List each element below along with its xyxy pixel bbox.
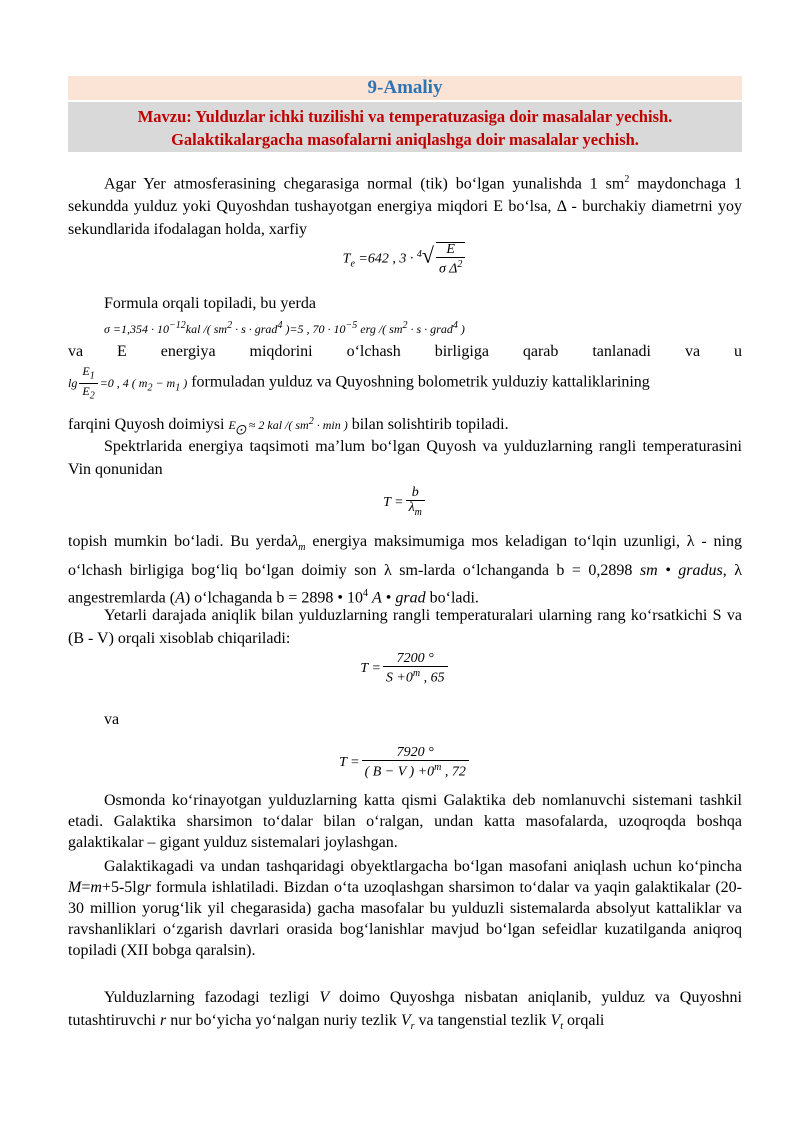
- formula-sigma: $\sigma =1,354 \cdot 10^{-12}kal$ /( $sm^2 \cdot s$ · grad$^4$ )=5 , $70 \cdot 10^{-5}$ erg /( $sm^2 \cdot s$ · grad$^4$ ): [104, 320, 465, 336]
- paragraph-galaxy: Osmonda ko‘rinayotgan yulduzlarning katta qismi Galaktika deb nomlanuvchi sistemani tashkil etadi. Galaktika sharsimon to‘dalar bilan o‘ralgan, undan katta masofalarda, uzoqroqda boshqa galaktikalar – gigant yulduz sistemalari joylashgan.: [68, 792, 742, 851]
- paragraph-magnitude-formula: lg $\frac{E_1}{E_2}$ =0 , 4 ( $m_2 - m_1$ ) formuladan yulduz va Quyoshning bolometrik yulduziy kattaliklarining: [68, 364, 650, 402]
- practice-title: 9-Amaliy: [68, 76, 742, 100]
- paragraph-distance: Galaktikagadi va undan tashqaridagi obyektlargacha bo‘lgan masofani aniqlash uchun ko‘pincha M=m+5-5lgr formula ishlatiladi. Bizdan o‘ta uzoqlashgan sharsimon to‘dalar va yaqin galaktikalar (20-30 million yorug‘lik yil chegarasida) gacha masofalar bu yulduzli sistemalarda absolyut kattaliklar va ravshanliklari o‘zgarish davrlari orasida bog‘lanishlar mavjud bo‘lgan sefeidlar kuzatilganda aniqroq topiladi (XII bobga qaralsin).: [68, 858, 742, 959]
- paragraph-wien-constant: topish mumkin bo‘ladi. Bu yerdaλ$_m$ energiya maksimumiga mos keladigan to‘lqin uzunligi, λ - ning o‘lchash birligiga bog‘liq bo‘lgan doimiy son λ sm-larda o‘lchanganda b = 0,2898 sm • gradus, λ angestremlarda (A) o‘lchaganda b = 2898 • $10^4$ A • grad bo‘ladi.: [68, 533, 742, 607]
- paragraph-solar-constant: farqini Quyosh doimiysi $E_⨀ \approx 2$ kal /( $sm^2 \cdot \min$ ) bilan solishtirib topiladi.: [68, 416, 509, 436]
- formula-temperature-bv: T = $\frac{7920 ^\circ}{( B - V ) +0^m , 72}$: [68, 746, 742, 780]
- formula-effective-temperature: $T_e =642$ , 3 · $^4$√ $\frac{E}{\sigma \Delta^2}$: [68, 242, 742, 277]
- formula-solar-constant: $E_⨀ \approx 2$ kal /( $sm^2 \cdot \min$ ): [228, 416, 348, 436]
- formula-magnitude-ratio: lg $\frac{E_1}{E_2}$ =0 , 4 ( $m_2 - m_1$ ): [68, 364, 188, 402]
- paragraph-energy-intro: Agar Yer atmosferasining chegarasiga normal (tik) bo‘lgan yunalishda 1 $sm^2$ maydonchaga 1 sekundda yulduz yoki Quyoshdan tushayotgan energiya miqdori E bo‘lsa, Δ - burchakiy diametrni yoy sekundlarida ifodalagan holda, xarfiy: [68, 174, 742, 239]
- paragraph-energy-units: va E energiya miqdorini o‘lchash birligiga qarab tanlanadi va u: [68, 343, 742, 360]
- paragraph-velocity: Yulduzlarning fazodagi tezligi V doimo Quyoshga nisbatan aniqlanib, yulduz va Quyoshni tutashtiruvchi r nur bo‘yicha yo‘nalgan nuriy tezlik $V_r$ va tangenstial tezlik $V_t$ orqali: [68, 989, 742, 1033]
- topic-line-2: Galaktikalargacha masofalarni aniqlashga doir masalalar yechish.: [171, 130, 639, 149]
- paragraph-wien-law: Spektrlarida energiya taqsimoti ma’lum bo‘lgan Quyosh va yulduzlarning rangli temperaturasini Vin qonunidan: [68, 438, 742, 478]
- formula-wien: T = $\frac{b}{\lambda_m}$: [68, 486, 742, 520]
- topic-line-1: Mavzu: Yulduzlar ichki tuzilishi va temperatuzasiga doir masalalar yechish.: [137, 107, 673, 126]
- paragraph-and: va: [104, 711, 120, 728]
- paragraph-color-index: Yetarli darajada aniqlik bilan yulduzlarning rangli temperaturalari ularning rang ko‘rsatkichi S va (B - V) orqali xisoblab chiqariladi:: [68, 607, 742, 647]
- topic-box: [68, 102, 742, 152]
- paragraph-formula-where: Formula orqali topiladi, bu yerda: [104, 295, 316, 312]
- formula-temperature-s: T = $\frac{7200 ^\circ}{S +0^m , 65}$: [68, 652, 742, 686]
